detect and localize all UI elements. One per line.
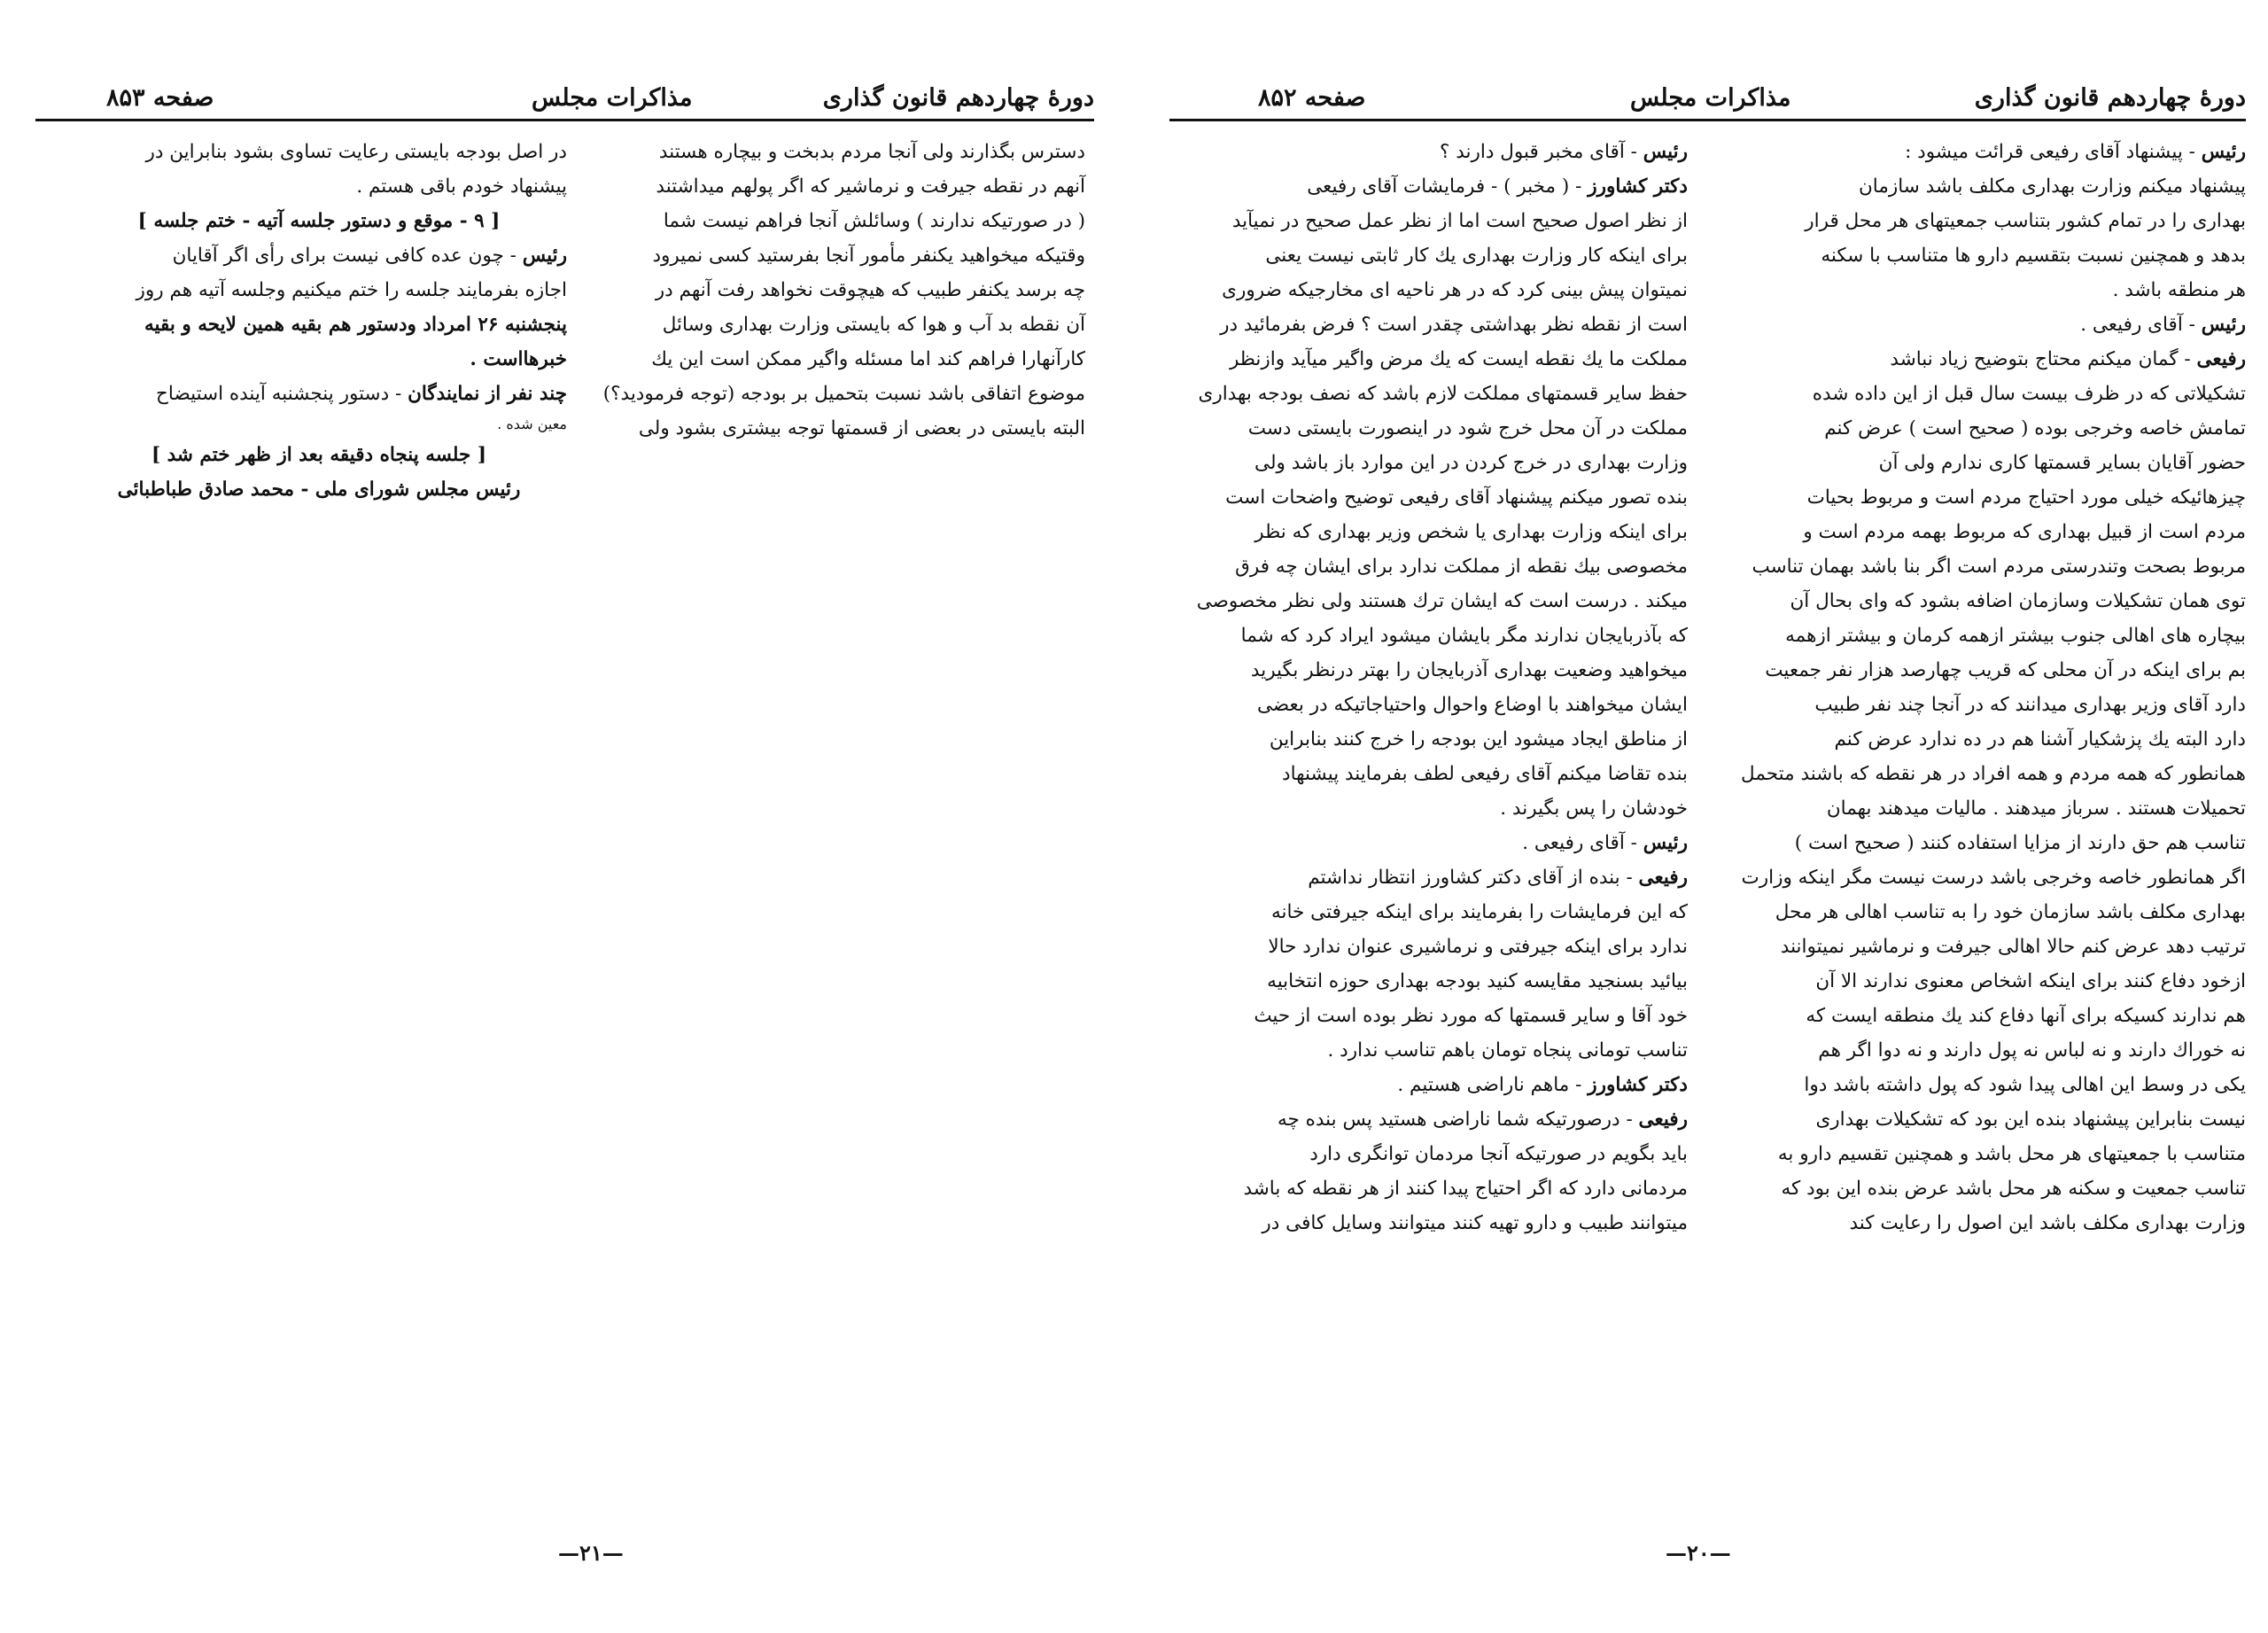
text-line [1710,549,2246,584]
line-text: میخواهید وضعیت بهداری آذربایجان را بهتر درنظر بگیرید [1250,659,1688,681]
text-line [71,169,567,204]
line-text: که بآذربایجان ندارند مگر بایشان میشود ایراد کرد که شما [1240,625,1688,647]
text-line [1169,791,1688,826]
line-text: پیشنهاد میکنم وزارت بهداری مکلف باشد سازمان [1859,175,2246,198]
text-line [1169,307,1688,342]
text-line [1169,999,1688,1033]
text-line [1169,1102,1688,1137]
text-line [1710,722,2246,757]
line-text: - ماهم ناراضی هستیم . [1397,1074,1588,1096]
line-text: باید بگویم در صورتیکه آنجا مردمان توانگری دارد [1309,1143,1688,1165]
text-line [1169,584,1688,618]
right-page-left-column [1169,135,1688,1240]
text-line [1710,480,2246,515]
line-text: چه برسد یکنفر طبیب که هیچوقت نخواهد رفت آنهم در [655,279,1085,301]
line-text: دسترس بگذارند ولی آنجا مردم بدبخت و بیچاره هستند [658,141,1085,163]
text-line [602,273,1085,307]
line-text: ایشان میخواهند با اوضاع واحوال واحتیاجاتیکه در بعضی [1256,694,1688,716]
line-text: مخصوصی بیك نقطه از مملکت ندارد برای ایشان چه فرق [1235,556,1688,578]
line-text: موضوع اتفاقی باشد نسبت بتحمیل بر بودجه (توجه فرمودید؟) [602,383,1085,405]
line-text: حفظ سایر قسمتهای مملکت لازم باشد که نصف بودجه بهداری [1198,383,1688,405]
line-text: تشکیلاتی که در ظرف بیست سال قبل از این داده شده [1812,383,2246,405]
right-page-series: دورهٔ چهاردهم قانون گذاری [1974,84,2246,112]
text-line [1710,1033,2246,1068]
text-line [1169,757,1688,791]
text-line [1169,273,1688,307]
text-line [1710,1171,2246,1206]
right-page-number-label: صفحه ۸۵۲ [1258,84,1366,112]
line-text: - دستور پنجشنبه آینده استیضاح [156,383,408,405]
line-text: - پیشنهاد آقای رفیعی قرائت میشود : [1905,141,2202,163]
text-line [1710,618,2246,653]
text-line [602,411,1085,446]
line-text: از نظر اصول صحیح است اما از نظر عمل صحیح در نمیآید [1231,210,1688,232]
text-line [1169,515,1688,549]
left-page-left-column [71,135,567,507]
line-text: - بنده از آقای دکتر کشاورز انتظار نداشتم [1308,867,1639,889]
line-text: در اصل بودجه بایستی رعایت تساوی بشود بنابراین در [145,141,567,163]
line-text: کارآنهارا فراهم کند اما مسئله واگیر ممکن است این یك [651,348,1085,370]
text-line [1710,584,2246,618]
line-text: تحمیلات هستند . سرباز میدهند . مالیات میدهند بهمان [1826,797,2246,820]
left-page-title: مذاکرات مجلس [532,84,693,112]
line-text: اگر همانطور خاصه وخرجی باشد درست نیست مگر اینکه وزارت [1741,867,2246,889]
line-text: توی همان تشکیلات وسازمان اضافه بشود که وای بحال آن [1790,590,2246,612]
text-line [602,377,1085,411]
speaker-name: رفیعی [1638,867,1688,889]
line-text: - آقای مخبر قبول دارند ؟ [1439,141,1643,163]
line-text: بیچاره های اهالی جنوب بیشتر ازهمه کرمان و بیشتر ازهمه [1785,625,2246,647]
line-text: - ( مخبر ) - فرمایشات آقای رفیعی [1307,175,1588,198]
line-text: آنهم در نقطه جیرفت و نرماشیر که اگر پولهم میداشتند [656,175,1085,198]
text-line [71,438,567,472]
right-page [1134,0,2268,1633]
text-line [1169,549,1688,584]
text-line [1169,1033,1688,1068]
line-text: میکند . درست است که ایشان ترك هستند ولی نظر مخصوصی [1196,590,1688,612]
line-text: آن نقطه بد آب و هوا که بایستی وزارت بهداری وسائل [662,314,1085,336]
text-line [1169,618,1688,653]
line-text: بدهد و همچنین نسبت بتقسیم دارو ها متناسب با سکنه [1821,245,2246,267]
text-line [1710,1206,2246,1240]
text-line [1169,204,1688,238]
text-line [1710,1102,2246,1137]
left-page-number-label: صفحه ۸۵۳ [106,84,214,112]
line-text: یکی در وسط این اهالی پیدا شود که پول داشته باشد دوا [1804,1074,2246,1096]
line-text: ( در صورتیکه ندارند ) وسائلش آنجا فراهم نیست شما [663,210,1085,232]
line-text: خود آقا و سایر قسمتها که مورد نظر بوده است از حیث [1254,1005,1688,1027]
line-text: که این فرمایشات را بفرمایند برای اینکه جیرفتی خانه [1271,901,1688,923]
line-text: چیزهائیکه خیلی مورد احتیاج مردم است و مربوط بحیات [1806,486,2246,509]
line-text: مردمانی دارد که اگر احتیاج پیدا کنند از هر نقطه که باشد [1243,1178,1688,1200]
text-line [1710,204,2246,238]
text-line [1710,446,2246,480]
text-line [71,411,567,438]
text-line [71,204,567,238]
speaker-name: رفیعی [2196,348,2246,370]
text-line [71,273,567,307]
line-text: میتوانند طبیب و دارو تهیه کنند میتوانند وسایل کافی در [1262,1212,1688,1234]
line-text: مربوط بصحت وتندرستی مردم است اگر بنا باشد بهمان تناسب [1751,556,2246,578]
line-text: وزارت بهداری در خرج کردن در این موارد باز باشد ولی [1254,452,1688,474]
line-text: مملکت ما یك نقطه ایست که یك مرض واگیر میآید وازنظر [1229,348,1688,370]
speaker-name: رئیس [2201,314,2246,336]
speaker-name: دکتر کشاورز [1588,175,1688,198]
text-line [602,342,1085,377]
line-text: بم برای اینکه در آن محلی که قریب چهارصد هزار نفر جمعیت [1765,659,2246,681]
text-line [1169,342,1688,377]
line-text: ترتیب دهد عرض کنم حالا اهالی جیرفت و نرماشیر نمیتوانند [1780,936,2246,958]
line-text: رئیس مجلس شورای ملی - محمد صادق طباطبائی [117,478,521,501]
text-line [1710,307,2246,342]
text-line [1169,1206,1688,1240]
line-text: تناسب هم حق دارند از مزایا استفاده کنند ( صحیح است ) [1794,832,2246,854]
text-line [1169,411,1688,446]
line-text: هم ندارند کسیکه برای آنها دفاع کند یك منطقه ایست که [1806,1005,2246,1027]
text-line [71,238,567,273]
line-text: [ ۹ - موقع و دستور جلسه آتیه - ختم جلسه ] [137,210,501,232]
line-text: معین شده . [497,416,567,432]
line-text: - گمان میکنم محتاج بتوضیح زیاد نباشد [1890,348,2197,370]
text-line [602,169,1085,204]
line-text: نیست بنابراین پیشنهاد بنده این بود که تشکیلات بهداری [1815,1108,2246,1131]
line-text: تناسب جمعیت و سکنه هر محل باشد عرض بنده این بود که [1781,1178,2246,1200]
line-text: ندارد برای اینکه جیرفتی و نرماشیری عنوان ندارد حالا [1268,936,1688,958]
line-text: است از نقطه نظر بهداشتی چقدر است ؟ فرض بفرمائید در [1220,314,1688,336]
text-line [71,307,567,342]
speaker-name: چند نفر از نمایندگان [408,383,567,405]
text-line [1710,964,2246,999]
left-page-folio: —۲۱— [558,1540,624,1566]
text-line [602,204,1085,238]
line-text: تناسب تومانی پنجاه تومان باهم تناسب ندارد . [1327,1039,1688,1061]
left-header-rule [35,119,1094,121]
text-line [71,472,567,507]
text-line [1169,722,1688,757]
line-text: بهداری را در تمام کشور بتناسب جمعیتهای هر محل قرار [1805,210,2246,232]
right-page-folio: —۲۰— [1666,1540,1731,1566]
text-line [1169,1171,1688,1206]
text-line [1169,653,1688,688]
text-line [602,238,1085,273]
text-line [1710,411,2246,446]
right-header-rule [1169,119,2246,121]
text-line [602,135,1085,169]
line-text: [ جلسه پنجاه دقیقه بعد از ظهر ختم شد ] [151,444,486,466]
line-text: نمیتوان پیش بینی کرد که در هر ناحیه ای مخارجیکه ضروری [1222,279,1688,301]
line-text: ازخود دفاع کنند برای اینکه اشخاص معنوی ندارند الا آن [1815,970,2246,992]
text-line [1169,929,1688,964]
line-text: پیشنهاد خودم باقی هستم . [356,175,567,198]
line-text: دارد آقای وزیر بهداری میدانند که در آنجا چند نفر طبیب [1814,694,2246,716]
line-text: خودشان را پس بگیرند . [1500,797,1688,820]
text-line [1710,826,2246,860]
text-line [1710,895,2246,929]
text-line [1710,169,2246,204]
line-text: وزارت بهداری مکلف باشد این اصول را رعایت کند [1849,1212,2246,1234]
line-text: - چون عده کافی نیست برای رأی اگر آقایان [172,245,523,267]
text-line [1169,480,1688,515]
text-line [1710,999,2246,1033]
text-line [602,307,1085,342]
text-line [1169,688,1688,722]
text-line [1169,826,1688,860]
line-text: همانطور که همه مردم و همه افراد در هر نقطه که باشند متحمل [1741,763,2246,785]
line-text: برای اینکه وزارت بهداری یا شخص وزیر بهداری که نظر [1254,521,1688,543]
text-line [71,342,567,377]
line-text: پنجشنبه ۲۶ امرداد ودستور هم بقیه همین لایحه و بقیه [144,314,567,336]
line-text: تمامش خاصه وخرجی بوده ( صحیح است ) عرض کنم [1824,417,2246,439]
text-line [1169,238,1688,273]
speaker-name: رئیس [522,245,567,267]
text-line [1169,1137,1688,1171]
text-line [1710,135,2246,169]
line-text: از مناطق ایجاد میشود این بودجه را خرج کنند بنابراین [1269,728,1688,750]
text-line [1169,169,1688,204]
line-text: - آقای رفیعی . [1522,832,1643,854]
text-line [1169,135,1688,169]
text-line [1710,515,2246,549]
line-text: البته بایستی در بعضی از قسمتها توجه بیشتری بشود ولی [638,417,1085,439]
line-text: حضور آقایان بسایر قسمتها کاری ندارم ولی آن [1878,452,2246,474]
text-line [1710,929,2246,964]
line-text: دارد البته یك پزشکیار آشنا هم در ده ندارد عرض کنم [1834,728,2246,750]
left-page-header [35,84,1094,121]
speaker-name: رئیس [1643,832,1688,854]
text-line [1169,1068,1688,1102]
right-page-right-column [1710,135,2246,1240]
text-line [1710,1137,2246,1171]
line-text: بیائید بسنجید مقایسه کنید بودجه بهداری حوزه انتخابیه [1267,970,1688,992]
line-text: - درصورتیکه شما ناراضی هستید پس بنده چه [1277,1108,1639,1131]
text-line [1710,377,2246,411]
text-line [1169,377,1688,411]
line-text: - آقای رفیعی . [2080,314,2202,336]
text-line [1710,653,2246,688]
line-text: هر منطقه باشد . [2112,279,2246,301]
text-line [1169,895,1688,929]
right-page-header [1169,84,2246,121]
text-line [71,135,567,169]
line-text: نه خوراك دارند و نه لباس نه پول دارند و نه دوا اگر هم [1818,1039,2246,1061]
text-line [71,377,567,411]
speaker-name: رئیس [2201,141,2246,163]
text-line [1710,1068,2246,1102]
line-text: مردم است از قبیل بهداری که مربوط بهمه مردم است و [1803,521,2246,543]
speaker-name: دکتر کشاورز [1588,1074,1688,1096]
line-text: بنده تصور میکنم پیشنهاد آقای رفیعی توضیح واضحات است [1225,486,1688,509]
line-text: بنده تقاضا میکنم آقای رفیعی لطف بفرمایند پیشنهاد [1282,763,1688,785]
text-line [1169,860,1688,895]
speaker-name: رئیس [1643,141,1688,163]
speaker-name: رفیعی [1638,1108,1688,1131]
text-line [1710,860,2246,895]
text-line [1710,342,2246,377]
left-page-right-column [602,135,1085,446]
text-line [1169,964,1688,999]
text-line [1710,688,2246,722]
text-line [1710,791,2246,826]
line-text: خبرهااست . [470,348,567,370]
text-line [1710,757,2246,791]
line-text: متناسب با جمعیتهای هر محل باشد و همچنین تقسیم دارو به [1777,1143,2246,1165]
text-line [1710,273,2246,307]
text-line [1169,446,1688,480]
right-page-title: مذاکرات مجلس [1630,84,1791,112]
line-text: برای اینکه کار وزارت بهداری یك کار ثابتی نیست یعنی [1265,245,1688,267]
line-text: مملکت در آن محل خرج شود در اینصورت بایستی دست [1247,417,1688,439]
line-text: بهداری مکلف باشد سازمان خود را به تناسب اهالی هر محل [1775,901,2246,923]
line-text: وقتیکه میخواهید یکنفر مأمور آنجا بفرستید کسی نمیرود [652,245,1085,267]
line-text: اجازه بفرمایند جلسه را ختم میکنیم وجلسه آتیه هم روز [136,279,567,301]
text-line [1710,238,2246,273]
left-page-series: دورهٔ چهاردهم قانون گذاری [822,84,1094,112]
